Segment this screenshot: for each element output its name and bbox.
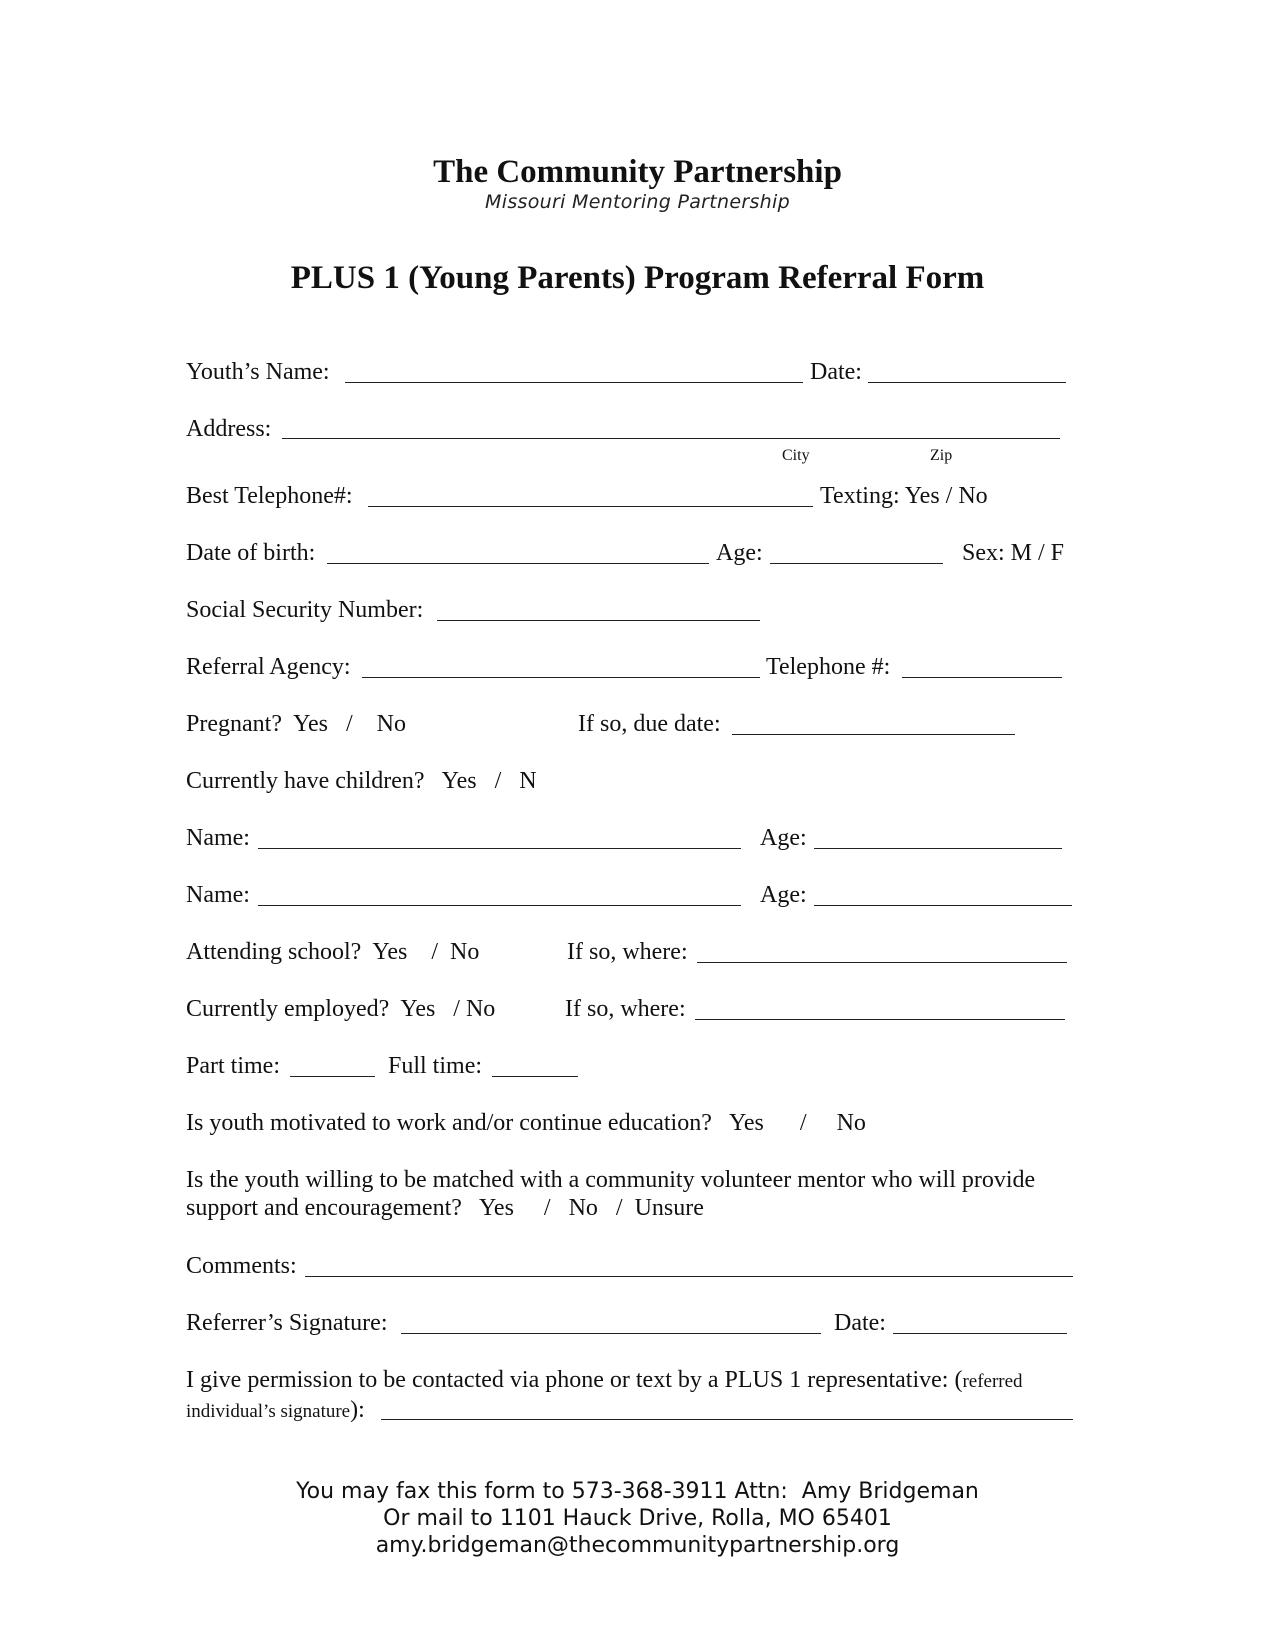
sex-option[interactable]: Sex: M / F bbox=[962, 540, 1065, 566]
permission-signature-field[interactable] bbox=[381, 1419, 1073, 1420]
organization-subtitle: Missouri Mentoring Partnership bbox=[485, 191, 790, 213]
address-label: Address: bbox=[186, 416, 272, 442]
agency-telephone-label: Telephone #: bbox=[766, 654, 891, 680]
texting-option[interactable]: Texting: Yes / No bbox=[820, 483, 988, 509]
child-age-field[interactable] bbox=[814, 905, 1072, 906]
children-option[interactable]: Currently have children? Yes / N bbox=[186, 768, 537, 794]
age-label: Age: bbox=[716, 540, 763, 566]
contact-email[interactable]: amy.bridgeman@thecommunitypartnership.org bbox=[375, 1533, 900, 1558]
school-option[interactable]: Attending school? Yes / No bbox=[186, 939, 480, 965]
agency-telephone-field[interactable] bbox=[902, 677, 1062, 678]
child-age-label: Age: bbox=[760, 882, 807, 908]
part-time-label: Part time: bbox=[186, 1053, 280, 1079]
comments-label: Comments: bbox=[186, 1253, 297, 1279]
child-name-field[interactable] bbox=[258, 848, 741, 849]
permission-close: ): bbox=[350, 1397, 365, 1423]
youth-name-label: Youth’s Name: bbox=[186, 359, 330, 385]
comments-field[interactable] bbox=[305, 1276, 1073, 1277]
school-where-field[interactable] bbox=[697, 962, 1067, 963]
zip-caption: Zip bbox=[930, 447, 953, 464]
signature-date-label: Date: bbox=[834, 1310, 886, 1336]
dob-field[interactable] bbox=[327, 563, 709, 564]
mentor-option[interactable]: support and encouragement? Yes / No / Unsure bbox=[186, 1195, 704, 1221]
permission-note: referred bbox=[962, 1371, 1023, 1392]
ssn-field[interactable] bbox=[437, 620, 760, 621]
child-age-field[interactable] bbox=[814, 848, 1062, 849]
date-label: Date: bbox=[810, 359, 862, 385]
pregnant-option[interactable]: Pregnant? Yes / No bbox=[186, 711, 406, 737]
part-time-field[interactable] bbox=[290, 1076, 375, 1077]
address-field[interactable] bbox=[282, 438, 1060, 439]
permission-note-cont: individual’s signature bbox=[186, 1401, 351, 1422]
fax-instructions: You may fax this form to 573-368-3911 Attn: Amy Bridgeman bbox=[296, 1479, 979, 1504]
referral-agency-field[interactable] bbox=[362, 677, 760, 678]
date-field[interactable] bbox=[868, 382, 1066, 383]
referral-agency-label: Referral Agency: bbox=[186, 654, 351, 680]
due-date-label: If so, due date: bbox=[578, 711, 721, 737]
telephone-label: Best Telephone#: bbox=[186, 483, 353, 509]
child-name-field[interactable] bbox=[258, 905, 741, 906]
dob-label: Date of birth: bbox=[186, 540, 316, 566]
school-where-label: If so, where: bbox=[567, 939, 688, 965]
ssn-label: Social Security Number: bbox=[186, 597, 424, 623]
due-date-field[interactable] bbox=[732, 734, 1015, 735]
city-caption: City bbox=[782, 447, 810, 464]
child-name-label: Name: bbox=[186, 882, 250, 908]
full-time-field[interactable] bbox=[492, 1076, 578, 1077]
employed-option[interactable]: Currently employed? Yes / No bbox=[186, 996, 496, 1022]
child-name-label: Name: bbox=[186, 825, 250, 851]
motivated-option[interactable]: Is youth motivated to work and/or continue education? Yes / No bbox=[186, 1110, 866, 1136]
signature-date-field[interactable] bbox=[893, 1333, 1067, 1334]
organization-name: The Community Partnership bbox=[433, 154, 842, 190]
mentor-question: Is the youth willing to be matched with a community volunteer mentor who will provide bbox=[186, 1167, 1036, 1193]
signature-label: Referrer’s Signature: bbox=[186, 1310, 388, 1336]
form-title: PLUS 1 (Young Parents) Program Referral Form bbox=[290, 260, 985, 296]
mail-instructions: Or mail to 1101 Hauck Drive, Rolla, MO 65401 bbox=[383, 1506, 892, 1531]
telephone-field[interactable] bbox=[368, 506, 813, 507]
employed-where-field[interactable] bbox=[695, 1019, 1065, 1020]
full-time-label: Full time: bbox=[388, 1053, 483, 1079]
employed-where-label: If so, where: bbox=[565, 996, 686, 1022]
permission-signature-caption bbox=[186, 1396, 365, 1426]
youth-name-field[interactable] bbox=[345, 382, 803, 383]
age-field[interactable] bbox=[770, 563, 943, 564]
child-age-label: Age: bbox=[760, 825, 807, 851]
signature-field[interactable] bbox=[401, 1333, 821, 1334]
permission-statement bbox=[186, 1366, 1023, 1396]
permission-text: I give permission to be contacted via phone or text by a PLUS 1 representative: ( bbox=[186, 1367, 963, 1393]
